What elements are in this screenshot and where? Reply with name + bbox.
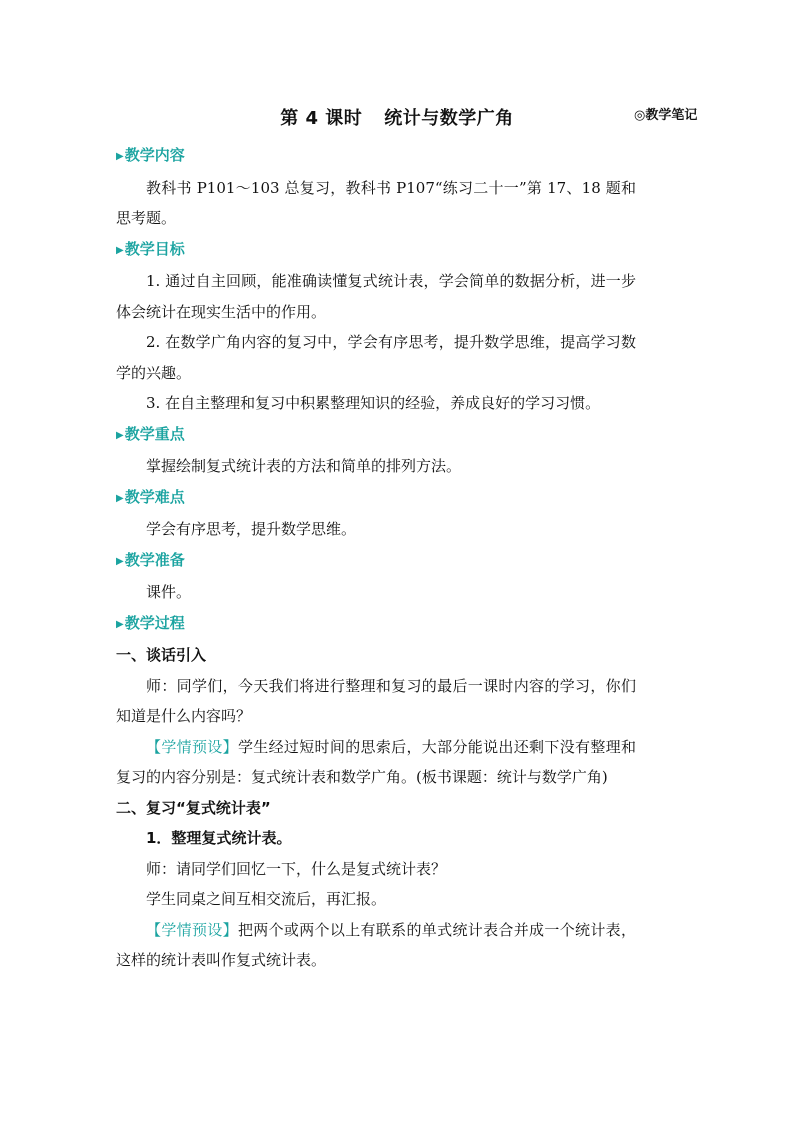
part2-preset [116, 915, 636, 976]
preset-text: 把两个或两个以上有联系的单式统计表合并成一个统计表，这样的统计表叫作复式统计表。 [116, 920, 636, 969]
teaching-notes-label: ◎教学笔记 [634, 108, 698, 123]
teaching-content-text: 教科书 P101～103 总复习，教科书 P107“练习二十一”第 17、18 题和思考题。 [116, 178, 636, 227]
part1-teacher-text: 师：同学们，今天我们将进行整理和复习的最后一课时内容的学习，你们知道是什么内容吗？ [116, 676, 636, 725]
lesson-topic: 统计与数学广角 [384, 108, 514, 129]
heading-key-points: ▶教学重点 [116, 424, 185, 443]
goal-item-1: 1. 通过自主回顾，能准确读懂复式统计表，学会简单的数据分析，进一步体会统计在现实生活中的作用。 [116, 272, 636, 321]
triangle-marker-icon: ▶ [116, 618, 124, 630]
goal-item-3: 3. 在自主整理和复习中积累整理知识的经验，养成良好的学习习惯。 [146, 394, 601, 412]
heading-preparation: ▶教学准备 [116, 550, 185, 569]
triangle-marker-icon: ▶ [116, 492, 124, 504]
process-part1-title: 一、谈话引入 [116, 646, 207, 664]
preset-text: 学生经过短时间的思索后，大部分能说出还剩下没有整理和复习的内容分别是：复式统计表和数学广角。(板书课题：统计与数学广角) [116, 737, 636, 786]
lesson-number: 第 4 课时 [280, 108, 363, 129]
heading-process: ▶教学过程 [116, 613, 185, 632]
process-part2-title: 二、复习“复式统计表” [116, 798, 271, 817]
goal-item-2: 2. 在数学广角内容的复习中，学会有序思考，提升数学思维，提高学习数学的兴趣。 [116, 333, 636, 382]
preset-tag: 【学情预设】 [146, 920, 238, 939]
triangle-marker-icon: ▶ [116, 244, 124, 256]
difficulties-text: 学会有序思考，提升数学思维。 [146, 520, 357, 538]
key-points-text: 掌握绘制复式统计表的方法和简单的排列方法。 [146, 457, 462, 475]
triangle-marker-icon: ▶ [116, 151, 124, 162]
part1-preset [116, 732, 636, 793]
part2-students-text: 学生同桌之间互相交流后，再汇报。 [146, 890, 387, 908]
part2-step1: 1．整理复式统计表。 [146, 829, 292, 847]
heading-teaching-content: ▶教学内容 [116, 146, 185, 164]
heading-difficulties: ▶教学难点 [116, 487, 185, 506]
heading-teaching-goals: ▶教学目标 [116, 239, 185, 258]
part2-teacher-text: 师：请同学们回忆一下，什么是复式统计表？ [146, 859, 447, 878]
triangle-marker-icon: ▶ [116, 555, 124, 567]
triangle-marker-icon: ▶ [116, 429, 124, 441]
lesson-body [116, 140, 636, 976]
preset-tag: 【学情预设】 [146, 737, 238, 756]
preparation-text: 课件。 [146, 583, 192, 601]
